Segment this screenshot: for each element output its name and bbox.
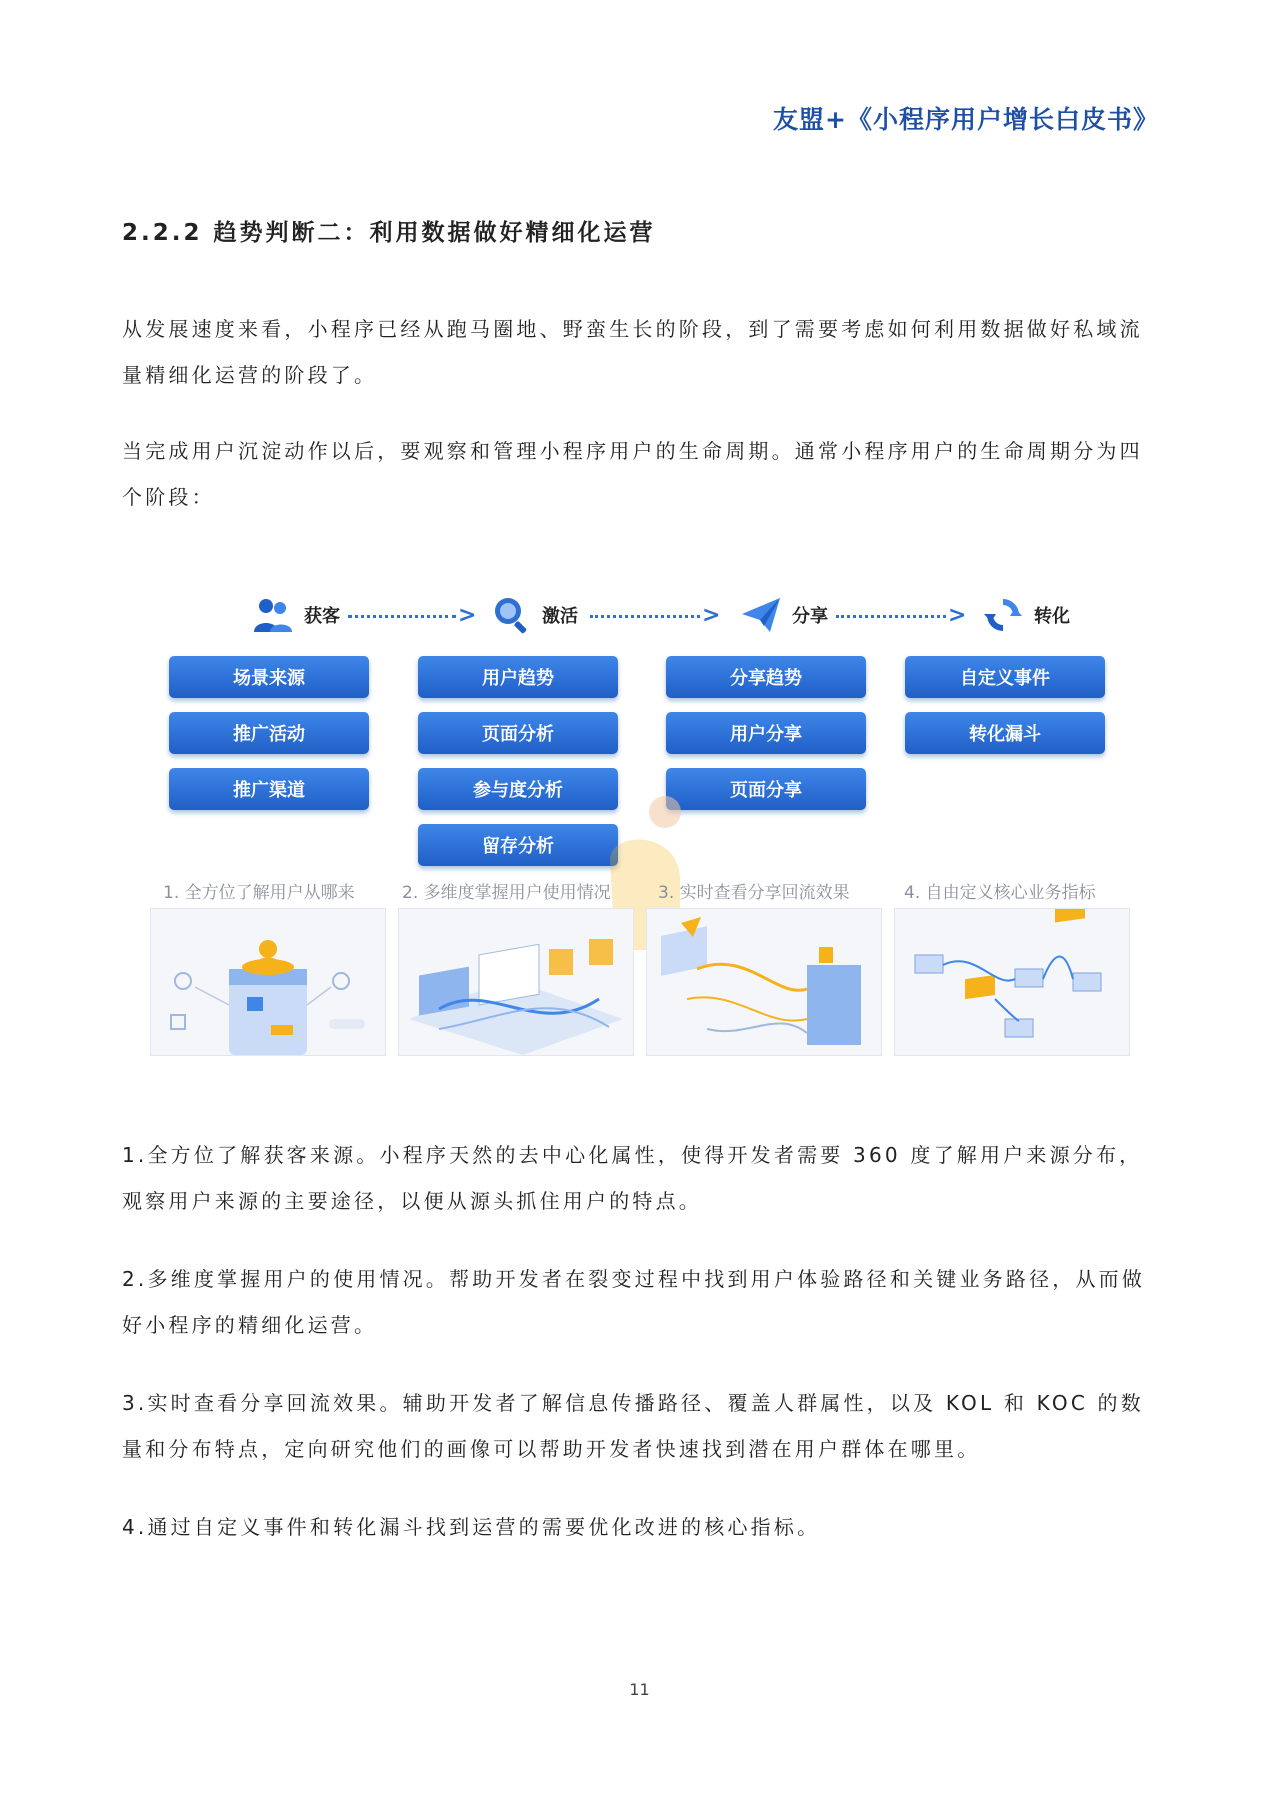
pill-scene-source: 场景来源 [169,656,369,698]
stage-head-activate [490,592,578,638]
pill-conversion-funnel: 转化漏斗 [905,712,1105,754]
caption-share: 3. 实时查看分享回流效果 [658,883,850,903]
pill-user-share: 用户分享 [666,712,866,754]
illustration-convert [894,908,1130,1056]
illustration-activate [398,908,634,1056]
caption-acquire: 1. 全方位了解用户从哪来 [163,883,355,903]
pill-share-trend: 分享趋势 [666,656,866,698]
pill-retention-analysis: 留存分析 [418,824,618,866]
pill-promo-channel: 推广渠道 [169,768,369,810]
stage-head-acquire [252,592,340,638]
point-paragraph-3: 3.实时查看分享回流效果。辅助开发者了解信息传播路径、覆盖人群属性，以及 KOL 和 KOC 的数量和分布特点，定向研究他们的画像可以帮助开发者快速找到潜在用户群体在哪里。 [122,1391,1144,1461]
illustration-share [646,908,882,1056]
pill-page-analysis: 页面分析 [418,712,618,754]
refresh-icon [982,594,1024,636]
page-number: 11 [629,1680,650,1699]
pill-promo-activity: 推广活动 [169,712,369,754]
stage-head-convert [982,592,1070,638]
users-icon [252,594,294,636]
pill-engagement-analysis: 参与度分析 [418,768,618,810]
point-paragraph-2: 2.多维度掌握用户的使用情况。帮助开发者在裂变过程中找到用户体验路径和关键业务路径，从而做好小程序的精细化运营。 [122,1267,1146,1337]
caption-convert: 4. 自由定义核心业务指标 [904,883,1096,903]
document-header-title: 友盟+《小程序用户增长白皮书》 [773,105,1159,134]
stage-label-convert: 转化 [1034,606,1070,627]
pill-user-trend: 用户趋势 [418,656,618,698]
stage-label-share: 分享 [792,606,828,627]
illustration-acquire [150,908,386,1056]
paper-plane-icon [740,594,782,636]
intro-paragraph-1: 从发展速度来看，小程序已经从跑马圈地、野蛮生长的阶段，到了需要考虑如何利用数据做好私域流量精细化运营的阶段了。 [122,317,1143,387]
pill-custom-event: 自定义事件 [905,656,1105,698]
arrow-connector-2: > [590,604,720,628]
stage-label-activate: 激活 [542,606,578,627]
search-icon [490,594,532,636]
intro-paragraph-2: 当完成用户沉淀动作以后，要观察和管理小程序用户的生命周期。通常小程序用户的生命周期分为四个阶段： [122,439,1143,509]
section-title: 2.2.2 趋势判断二：利用数据做好精细化运营 [122,220,656,246]
arrow-connector-3: > [836,604,966,628]
stage-head-share [740,592,828,638]
stage-label-acquire: 获客 [304,606,340,627]
pill-page-share: 页面分享 [666,768,866,810]
point-paragraph-4: 4.通过自定义事件和转化漏斗找到运营的需要优化改进的核心指标。 [122,1515,821,1539]
arrow-connector-1: > [348,604,476,628]
point-paragraph-1: 1.全方位了解获客来源。小程序天然的去中心化属性，使得开发者需要 360 度了解用户来源分布，观察用户来源的主要途径，以便从源头抓住用户的特点。 [122,1143,1143,1213]
caption-activate: 2. 多维度掌握用户使用情况 [402,883,611,903]
